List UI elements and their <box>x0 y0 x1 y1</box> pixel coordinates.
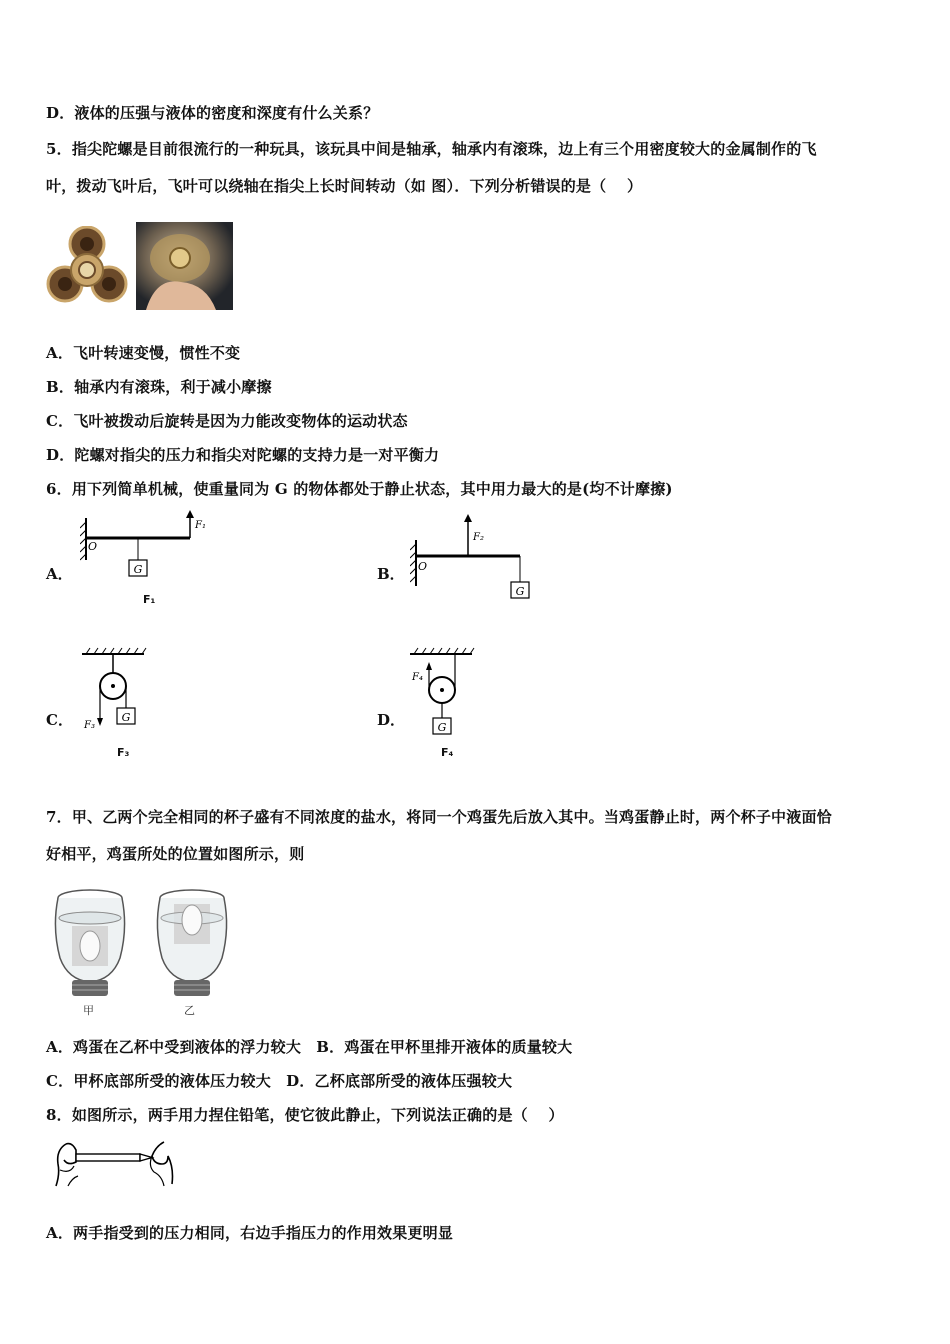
force-f1-text: F₁ <box>195 520 206 531</box>
q6-stem: 6．用下列简单机械，使重量同为 G 的物体都处于静止状态，其中用力最大的是(均不计摩擦) <box>46 480 673 498</box>
lever-diagram-b <box>410 514 540 606</box>
fixed-pulley-diagram-c <box>80 646 150 740</box>
pivot-o-text: O <box>88 540 98 553</box>
fidget-spinner-image <box>46 226 128 308</box>
spinning-spinner-photo <box>136 222 233 310</box>
movable-pulley-diagram-d <box>408 646 478 744</box>
weight-g-text: G <box>515 585 525 598</box>
cup-yi-image <box>152 888 232 1000</box>
q5-stem-line2: 叶，拨动飞叶后，飞叶可以绕轴在指尖上长时间转动（如 图）．下列分析错误的是（ ） <box>46 177 643 195</box>
q5-option-a: A．飞叶转速变慢，惯性不变 <box>46 344 241 362</box>
q5-option-d: D．陀螺对指尖的压力和指尖对陀螺的支持力是一对平衡力 <box>46 446 440 464</box>
q5-option-c: C．飞叶被拨动后旋转是因为力能改变物体的运动状态 <box>46 412 408 430</box>
q6-caption-d: F₄ <box>441 746 454 759</box>
q8-stem: 8．如图所示，两手用力捏住铅笔，使它彼此静止，下列说法正确的是（ ） <box>46 1106 564 1124</box>
q6-caption-c: F₃ <box>117 746 130 759</box>
weight-g-text: G <box>121 711 131 724</box>
cup-jia-label: 甲 <box>83 1004 94 1017</box>
force-f4-text: F₄ <box>412 672 423 683</box>
q5-option-b: B．轴承内有滚珠，利于减小摩擦 <box>46 378 272 396</box>
force-f2-text: F₂ <box>473 532 484 543</box>
weight-g-text: G <box>133 563 143 576</box>
cup-yi-label: 乙 <box>184 1004 195 1017</box>
force-f3-text: F₃ <box>84 720 95 731</box>
pivot-o-text: O <box>418 560 428 573</box>
pencil-hands-figure <box>52 1140 178 1192</box>
q6-label-b: B． <box>377 565 405 583</box>
q6-label-c: C． <box>46 711 73 729</box>
lever-diagram-a <box>80 510 210 590</box>
q7-options-line2: C．甲杯底部所受的液体压力较大 D．乙杯底部所受的液体压强较大 <box>46 1072 513 1090</box>
q8-option-a: A．两手指受到的压力相同，右边手指压力的作用效果更明显 <box>46 1224 454 1242</box>
q7-stem-line2: 好相平，鸡蛋所处的位置如图所示，则 <box>46 845 305 863</box>
q6-label-a: A． <box>46 565 73 583</box>
q5-stem-line1: 5．指尖陀螺是目前很流行的一种玩具，该玩具中间是轴承，轴承内有滚珠，边上有三个用密度较大的金属制作的飞 <box>46 140 817 158</box>
q7-options-line1: A．鸡蛋在乙杯中受到液体的浮力较大 B．鸡蛋在甲杯里排开液体的质量较大 <box>46 1038 573 1056</box>
cup-jia-image <box>50 888 130 1000</box>
q6-caption-a: F₁ <box>143 593 156 606</box>
q4-option-d: D．液体的压强与液体的密度和深度有什么关系？ <box>46 104 379 122</box>
weight-g-text: G <box>437 721 447 734</box>
q6-label-d: D． <box>377 711 406 729</box>
q7-stem-line1: 7．甲、乙两个完全相同的杯子盛有不同浓度的盐水，将同一个鸡蛋先后放入其中。当鸡蛋静止时，两个杯子中液面恰 <box>46 808 832 826</box>
